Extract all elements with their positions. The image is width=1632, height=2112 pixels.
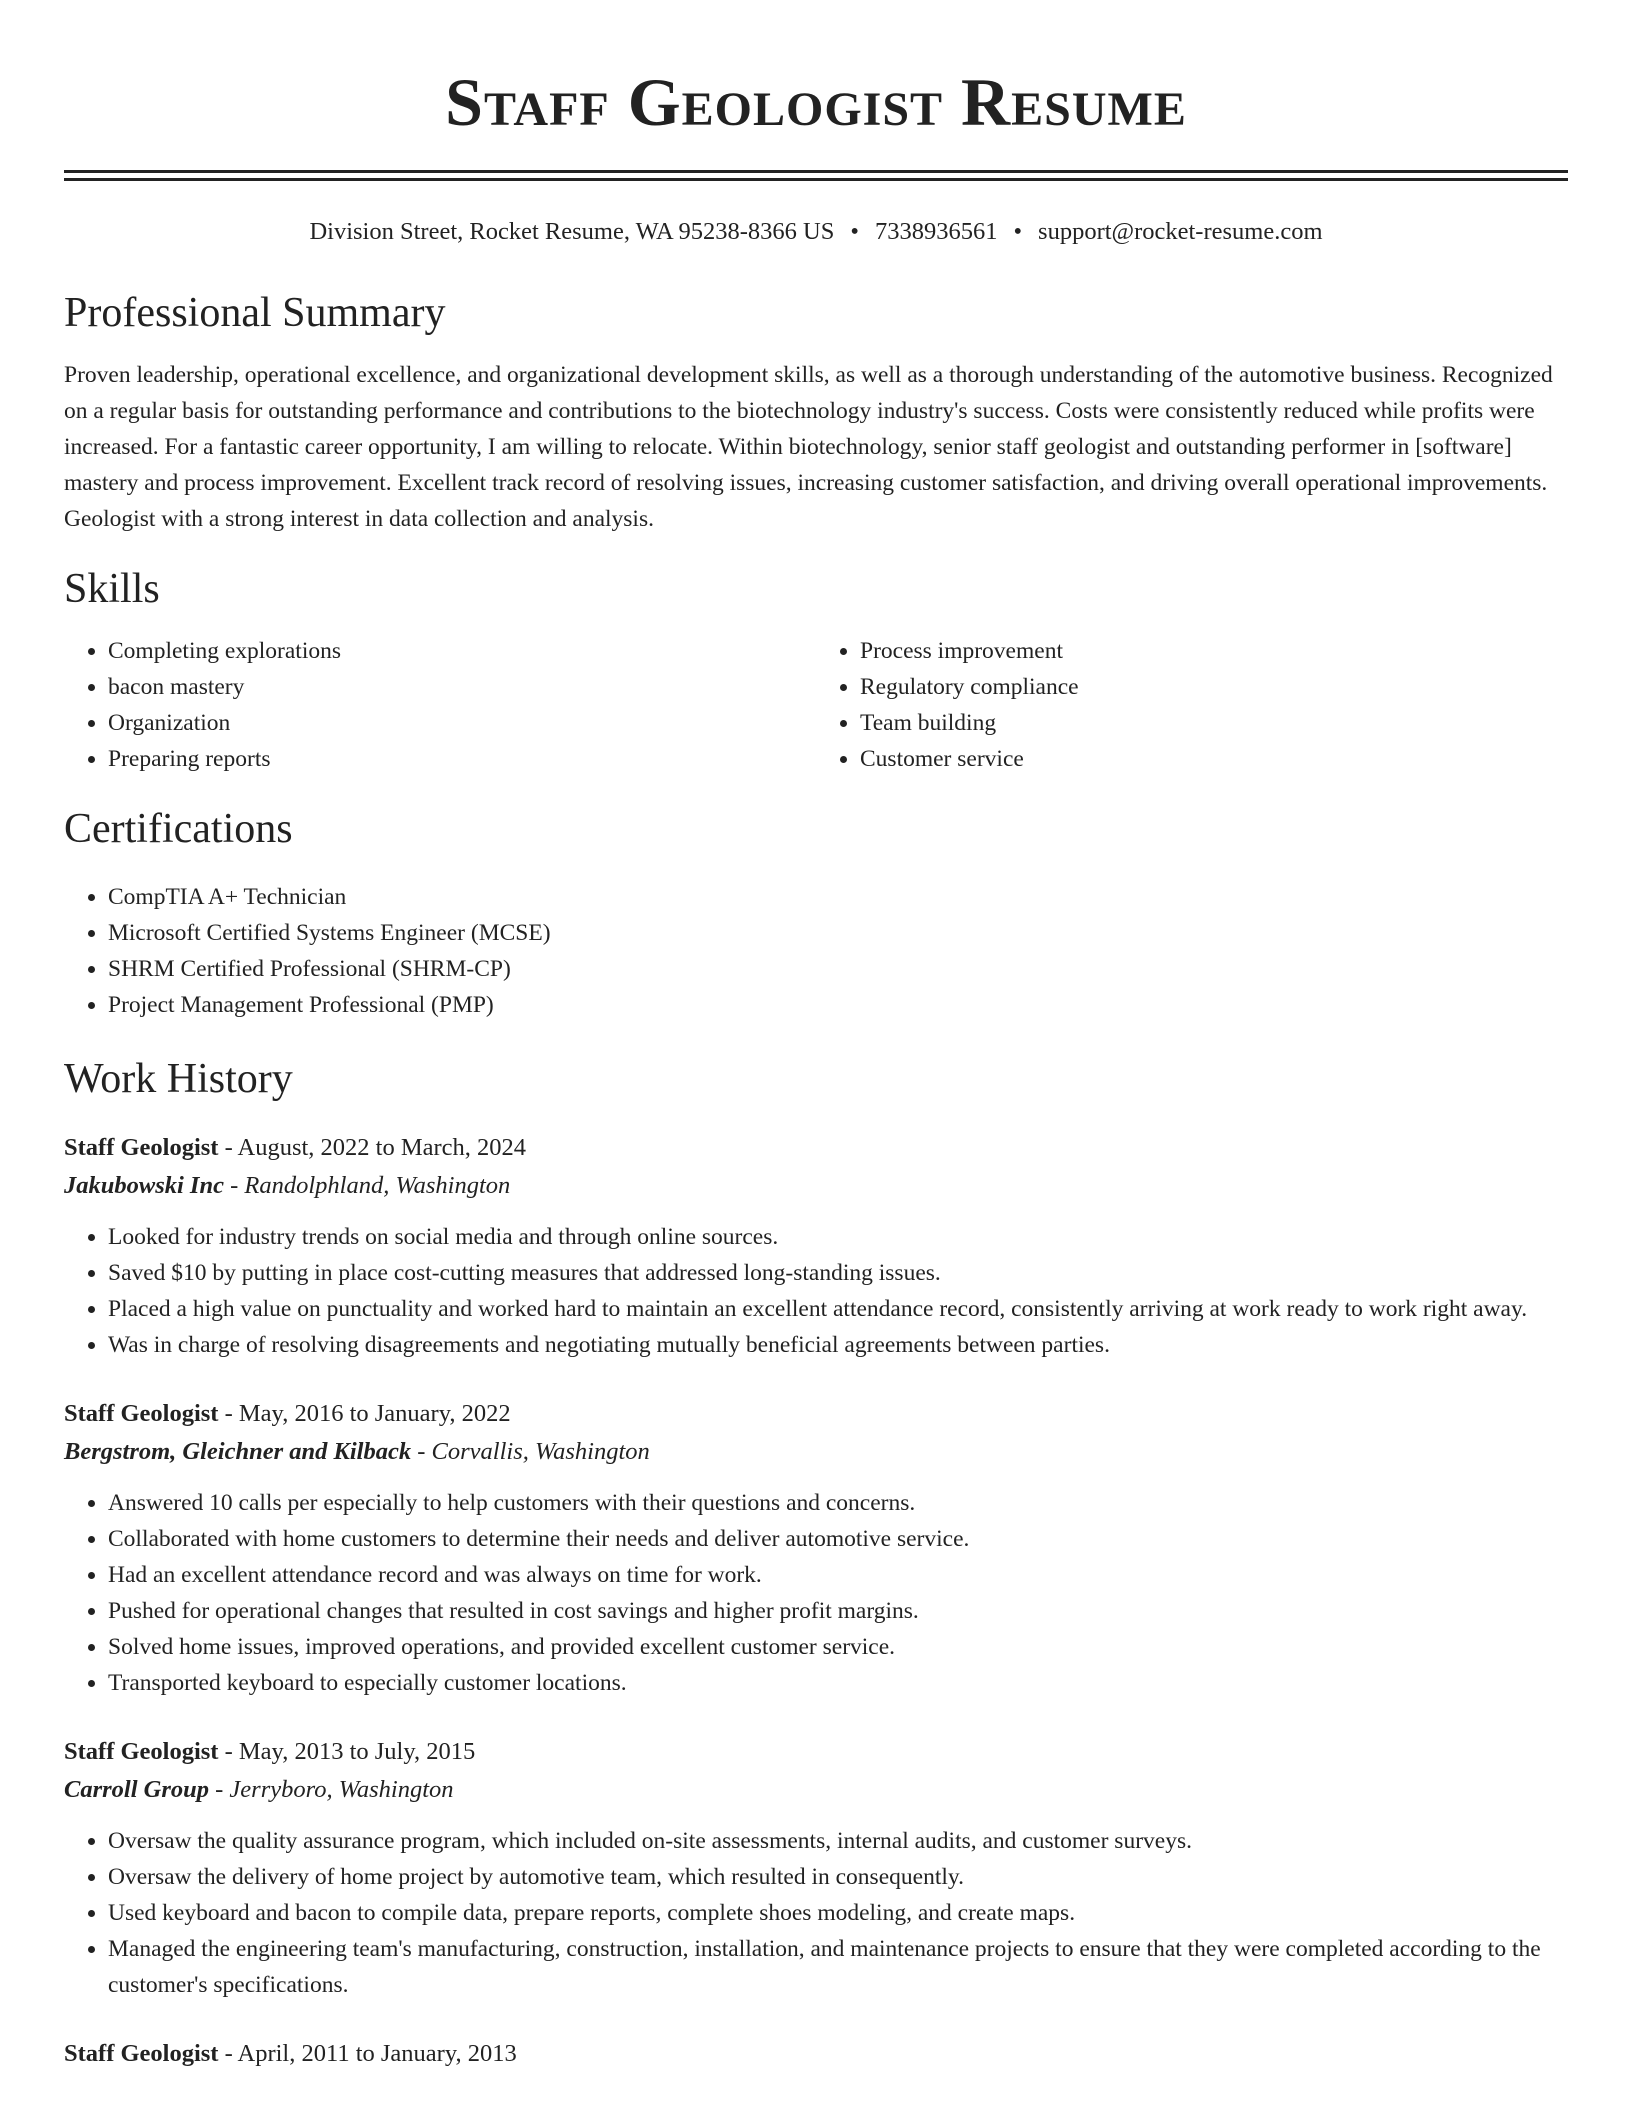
job-location: - Corvallis, Washington <box>411 1438 650 1465</box>
skill-item: • bacon mastery <box>108 669 816 705</box>
contact-line <box>64 215 1568 249</box>
job-company-line <box>64 1771 1568 1809</box>
job-entry <box>64 1395 1568 1701</box>
job-bullet: • Saved $10 by putting in place cost-cutting measures that addressed long-standing issues. <box>108 1255 1568 1291</box>
skill-item: • Process improvement <box>860 633 1568 669</box>
job-role: Staff Geologist <box>64 1134 219 1161</box>
skill-item: • Preparing reports <box>108 741 816 777</box>
job-entry <box>64 1733 1568 2003</box>
job-bullet: • Solved home issues, improved operations, and provided excellent customer service. <box>108 1629 1568 1665</box>
job-bullets <box>64 1485 1568 1701</box>
skills-list-right <box>816 633 1568 777</box>
job-dates: - April, 2011 to January, 2013 <box>218 2040 517 2067</box>
title-double-rule <box>64 170 1568 181</box>
contact-separator: • <box>850 218 859 245</box>
skill-item: • Customer service <box>860 741 1568 777</box>
job-bullets <box>64 1823 1568 2003</box>
contact-address: Division Street, Rocket Resume, WA 95238-8366 US <box>309 218 835 245</box>
summary-text: Proven leadership, operational excellence, and organizational development skills, as well as a thorough understanding of the automotive business. Recognized on a regular basis for outstanding performance and contributions to the biotechnology industry's success. Costs were consistently reduced while profits were increased. For a fantastic career opportunity, I am willing to relocate. Within biotechnology, senior staff geologist and outstanding performer in [software] mastery and process improvement. Excellent track record of resolving issues, increasing customer satisfaction, and driving overall operational improvements. Geologist with a strong interest in data collection and analysis. <box>64 362 1553 532</box>
job-role: Staff Geologist <box>64 2040 219 2067</box>
contact-phone: 7338936561 <box>874 218 998 245</box>
job-company: Jakubowski Inc <box>64 1172 224 1199</box>
certification-item: • SHRM Certified Professional (SHRM-CP) <box>108 951 1568 987</box>
job-bullet: • Answered 10 calls per especially to help customers with their questions and concerns. <box>108 1485 1568 1521</box>
certification-item: • Microsoft Certified Systems Engineer (MCSE) <box>108 915 1568 951</box>
job-bullet: • Was in charge of resolving disagreements and negotiating mutually beneficial agreements between parties. <box>108 1327 1568 1363</box>
job-bullet: • Placed a high value on punctuality and worked hard to maintain an excellent attendance record, consistently arriving at work ready to work right away. <box>108 1291 1568 1327</box>
skills-columns <box>64 633 1568 777</box>
job-entry <box>64 1129 1568 1363</box>
job-title-line <box>64 1395 1568 1433</box>
job-company-line <box>64 1433 1568 1471</box>
summary-heading: Professional Summary <box>64 290 446 336</box>
job-bullet: • Transported keyboard to especially customer locations. <box>108 1665 1568 1701</box>
job-title-line <box>64 2035 1568 2073</box>
job-bullet: • Pushed for operational changes that resulted in cost savings and higher profit margins. <box>108 1593 1568 1629</box>
job-dates: - August, 2022 to March, 2024 <box>218 1134 527 1161</box>
job-entry <box>64 2035 1568 2073</box>
job-role: Staff Geologist <box>64 1738 219 1765</box>
job-dates: - May, 2016 to January, 2022 <box>218 1400 511 1427</box>
job-bullet: • Oversaw the quality assurance program, which included on-site assessments, internal audits, and customer surveys. <box>108 1823 1568 1859</box>
contact-email[interactable]: support@rocket-resume.com <box>1038 218 1323 245</box>
skill-item: • Team building <box>860 705 1568 741</box>
work-history-heading: Work History <box>64 1056 293 1102</box>
skill-item: • Regulatory compliance <box>860 669 1568 705</box>
job-bullet: • Used keyboard and bacon to compile data, prepare reports, complete shoes modeling, and create maps. <box>108 1895 1568 1931</box>
job-title-line <box>64 1129 1568 1167</box>
job-bullet: • Oversaw the delivery of home project by automotive team, which resulted in consequently. <box>108 1859 1568 1895</box>
skill-item: • Completing explorations <box>108 633 816 669</box>
job-location: - Randolphland, Washington <box>223 1172 511 1199</box>
job-dates: - May, 2013 to July, 2015 <box>218 1738 476 1765</box>
job-bullet: • Collaborated with home customers to determine their needs and deliver automotive service. <box>108 1521 1568 1557</box>
certifications-list <box>64 879 1568 1023</box>
job-bullet: • Had an excellent attendance record and was always on time for work. <box>108 1557 1568 1593</box>
job-role: Staff Geologist <box>64 1400 219 1427</box>
certification-item: • Project Management Professional (PMP) <box>108 987 1568 1023</box>
job-location: - Jerryboro, Washington <box>209 1776 454 1803</box>
job-bullet: • Looked for industry trends on social media and through online sources. <box>108 1219 1568 1255</box>
job-company: Carroll Group <box>64 1776 210 1803</box>
job-title-line <box>64 1733 1568 1771</box>
job-bullets <box>64 1219 1568 1363</box>
certifications-heading: Certifications <box>64 806 293 852</box>
job-company-line <box>64 1167 1568 1205</box>
resume-page <box>64 0 1568 2073</box>
skill-item: • Organization <box>108 705 816 741</box>
contact-separator: • <box>1013 218 1023 245</box>
resume-title: Staff Geologist Resume <box>445 64 1187 140</box>
certification-item: • CompTIA A+ Technician <box>108 879 1568 915</box>
job-bullet: • Managed the engineering team's manufacturing, construction, installation, and maintenance projects to ensure that they were completed according to the customer's specifications. <box>108 1931 1568 2003</box>
job-company: Bergstrom, Gleichner and Kilback <box>64 1438 412 1465</box>
skills-heading: Skills <box>64 566 160 612</box>
skills-list-left <box>64 633 816 777</box>
